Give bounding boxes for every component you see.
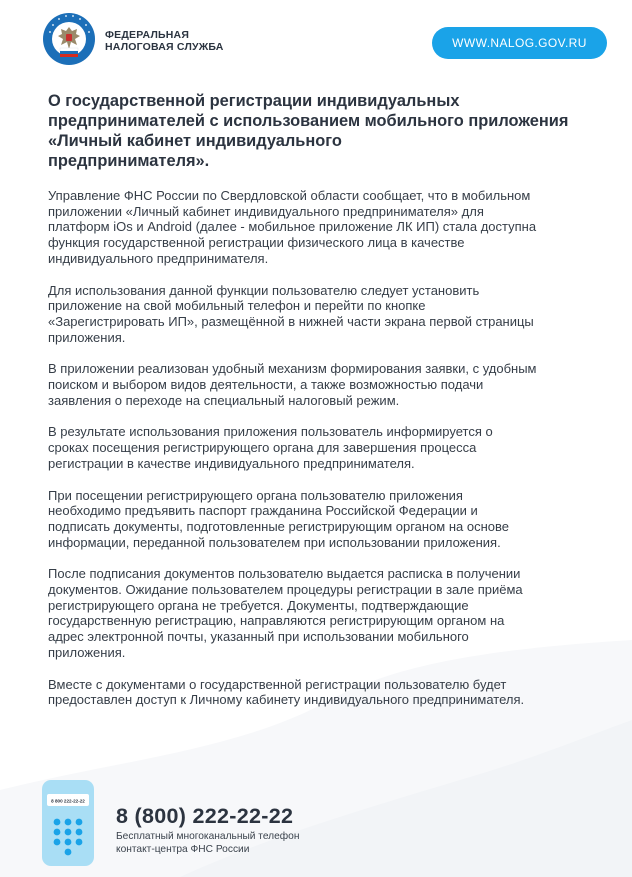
org-name: ФЕДЕРАЛЬНАЯ НАЛОГОВАЯ СЛУЖБА: [105, 29, 224, 53]
paragraph: Для использования данной функции пользователю следует установить приложение на свой мобильный телефон и перейти по кнопке «Зарегистрировать ИП», размещённой в нижней части экрана первой страницы приложения.: [48, 282, 534, 345]
paragraph: В приложении реализован удобный механизм формирования заявки, с удобным поиском и выбором видов деятельности, а также возможностью подачи заявления о переходе на специальный налоговый режим.: [48, 361, 537, 408]
page-title: О государственной регистрации индивидуальных предпринимателей с использованием мобильного приложения «Личный кабинет индивидуального предпринимателя».: [48, 92, 569, 170]
paragraph: При посещении регистрирующего органа пользователю приложения необходимо предъявить паспорт гражданина Российской Федерации и подписать документы, подготовленные регистрирующим органом на основе информации, переданной пользователем при использовании приложения.: [48, 487, 510, 550]
header: [42, 12, 607, 72]
fns-emblem-logo: [42, 12, 96, 66]
paragraph: Вместе с документами о государственной регистрации пользователю будет предоставлен доступ к Личному кабинету индивидуального предпринимателя.: [48, 676, 525, 708]
hotline-caption: Бесплатный многоканальный телефон контакт-центра ФНС России: [116, 831, 300, 855]
article-body: [48, 188, 588, 724]
paragraph: После подписания документов пользователю выдается расписка в получении документов. Ожидание пользователем процедуры регистрации в зале приёма регистрирующего органа не требуется. Документы, подтверждающие государственную регистрацию, направляются регистрирующим органом на адрес электронной почты, указанный при использовании мобильного приложения.: [48, 566, 523, 660]
paragraph: В результате использования приложения пользователь информируется о сроках посещения регистрирующего органа для завершения процесса регистрации в качестве индивидуального предпринимателя.: [48, 424, 493, 471]
footer-contact: [42, 780, 442, 870]
phone-icon: [42, 780, 94, 866]
hotline-phone-number[interactable]: 8 (800) 222-22-22: [116, 804, 294, 828]
paragraph: Управление ФНС России по Свердловской области сообщает, что в мобильном приложении «Личный кабинет индивидуального предпринимателя» для платформ iOs и Android (далее - мобильное приложение ЛК ИП) стала доступна функция государственной регистрации физического лица в качестве индивидуального предпринимателя.: [48, 188, 537, 266]
phone-screen-text: 8 800 222-22-22: [51, 798, 85, 804]
website-link-button[interactable]: WWW.NALOG.GOV.RU: [432, 27, 607, 59]
